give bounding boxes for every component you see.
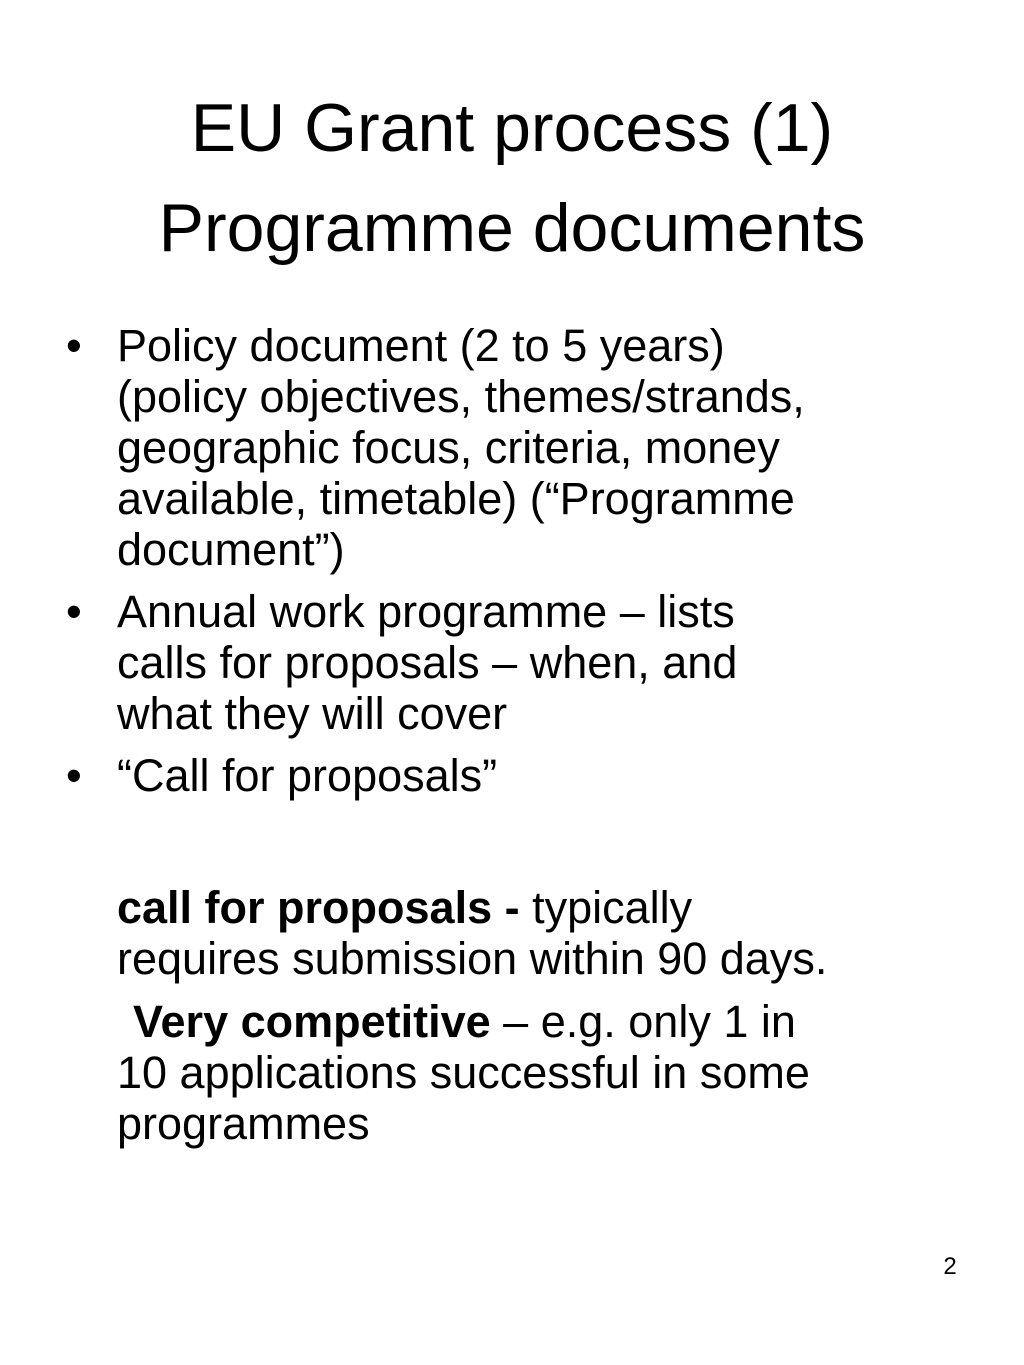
bullet-line: document”) (117, 524, 345, 575)
paragraph-line: 10 applications successful in some (117, 1047, 810, 1098)
call-for-proposals-paragraph (117, 882, 827, 984)
slide-title-line-1: EU Grant process (1) (190, 90, 834, 166)
bullet-list (60, 320, 980, 801)
paragraph-text: typically (532, 882, 693, 933)
paragraph-line (117, 882, 827, 933)
page-number: 2 (943, 1253, 957, 1280)
bullet-line: Policy document (2 to 5 years) (117, 320, 725, 371)
bullet-line: (policy objectives, themes/strands, (117, 371, 805, 422)
paragraph-line (117, 996, 810, 1047)
bullet-line: “Call for proposals” (117, 750, 498, 801)
bullet-icon: • (66, 750, 82, 801)
bullet-line: Annual work programme – lists (117, 586, 735, 637)
bullet-item-policy-document (60, 320, 980, 575)
bullet-text (117, 586, 980, 739)
paragraph-line: requires submission within 90 days. (117, 933, 828, 984)
slide-title-line-2: Programme documents (158, 190, 866, 266)
bullet-text (117, 750, 980, 801)
bold-term: Very competitive (133, 996, 491, 1047)
paragraph-text: – e.g. only 1 in (490, 996, 796, 1047)
bullet-line: calls for proposals – when, and (117, 637, 738, 688)
bullet-icon: • (66, 586, 82, 637)
bullet-line: what they will cover (117, 688, 508, 739)
paragraph-line: programmes (117, 1098, 370, 1149)
very-competitive-paragraph (117, 996, 810, 1149)
slide-title (0, 78, 1024, 278)
bullet-icon: • (66, 320, 82, 371)
bullet-line: available, timetable) (“Programme (117, 473, 795, 524)
bullet-text (117, 320, 980, 575)
bullet-line: geographic focus, criteria, money (117, 422, 780, 473)
bullet-item-annual-work-programme (60, 586, 980, 739)
bold-term: call for proposals - (117, 882, 533, 933)
bullet-item-call-for-proposals (60, 750, 980, 801)
slide-body (60, 320, 980, 812)
